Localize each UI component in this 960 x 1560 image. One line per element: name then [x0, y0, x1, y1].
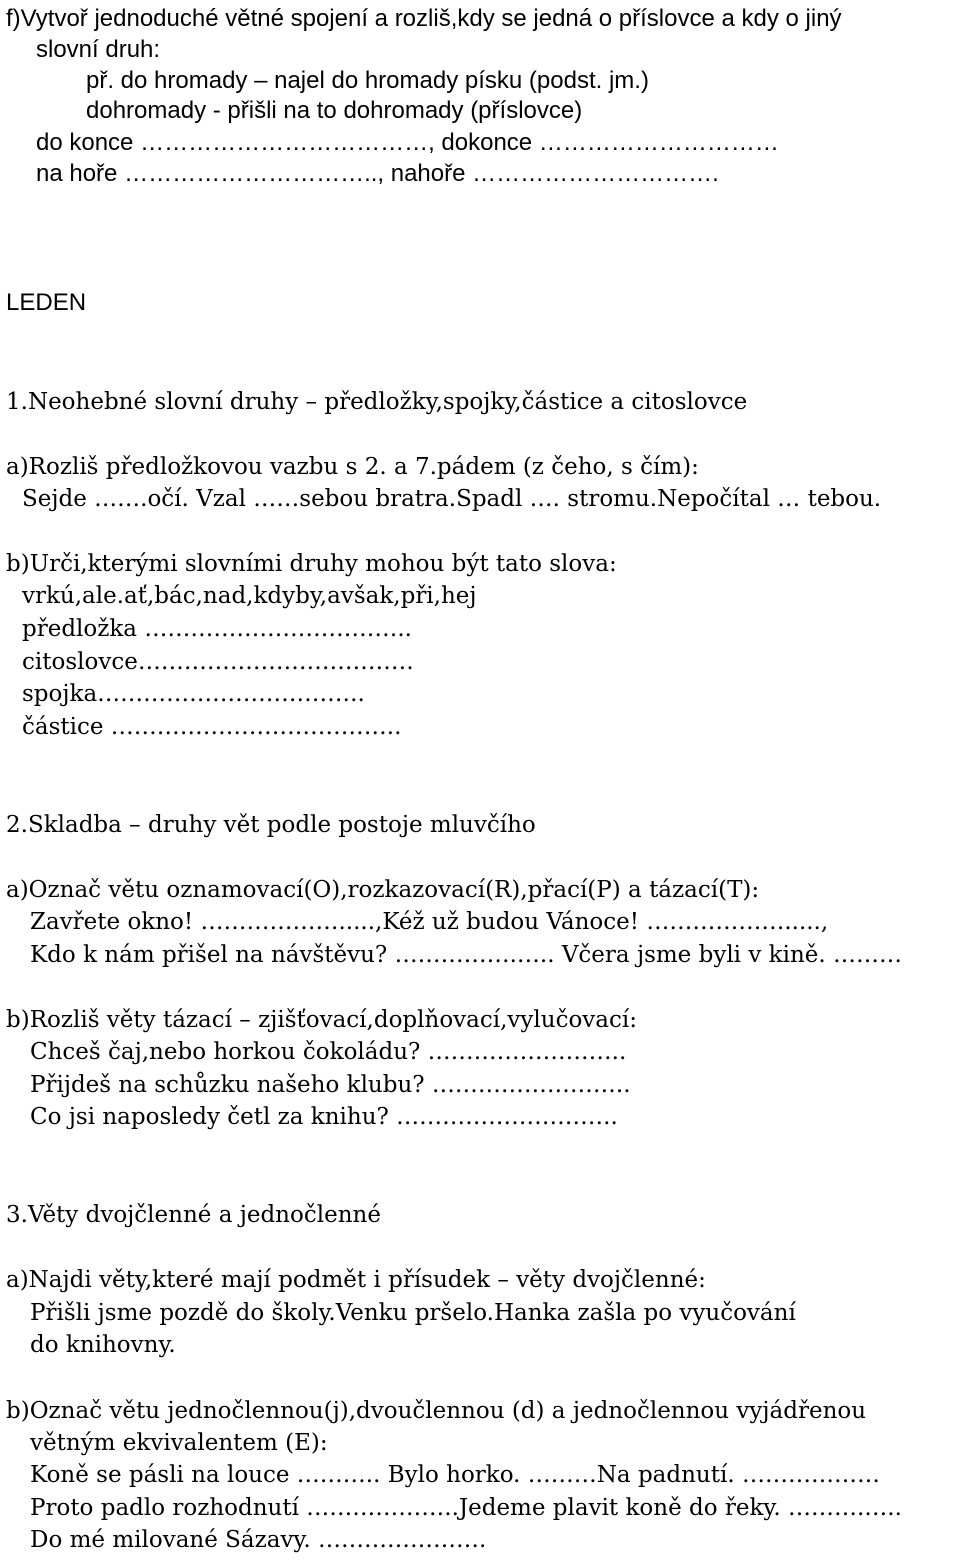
section-1b-item: částice ………………………………..	[22, 714, 402, 740]
section-1-title: 1.Neohebné slovní druhy – předložky,spojky,částice a citoslovce	[6, 389, 748, 415]
section-f-example-1: př. do hromady – najel do hromady písku (podst. jm.)	[86, 67, 649, 94]
section-2a-exercise-line: Kdo k nám přišel na návštěvu? …………….….. Včera jsme byli v kině. ………	[30, 942, 902, 968]
section-2b-exercise-line: Co jsi naposledy četl za knihu? ………………………..	[30, 1104, 618, 1130]
section-2b-label: b)Rozliš věty tázací – zjišťovací,doplňovací,vylučovací:	[6, 1007, 637, 1033]
section-f-heading-line2: slovní druh:	[36, 36, 161, 63]
section-3b-label-line1: b)Označ větu jednočlennou(j),dvoučlennou (d) a jednočlennou vyjádřenou	[6, 1398, 867, 1424]
section-1a-label: a)Rozliš předložkovou vazbu s 2. a 7.pádem (z čeho, s čím):	[6, 454, 699, 480]
section-1b-item: citoslovce………………………………	[22, 649, 414, 675]
section-1b-item: předložka ……………………………..	[22, 616, 412, 642]
section-3a-exercise-line: do knihovny.	[30, 1332, 176, 1358]
section-3b-exercise-line: Koně se pásli na louce ……….. Bylo horko. ………Na padnutí. ………………	[30, 1462, 880, 1488]
section-2b-exercise-line: Přijdeš na schůzku našeho klubu? ……………………..	[30, 1072, 631, 1098]
section-f-heading-line1: f)Vytvoř jednoduché větné spojení a rozliš,kdy se jedná o příslovce a kdy o jiný	[6, 5, 842, 32]
section-f-task-2: na hoře ………………………….., nahoře ………………………….	[36, 160, 719, 187]
section-1b-label: b)Urči,kterými slovními druhy mohou být tato slova:	[6, 551, 617, 577]
section-1a-exercise: Sejde …….očí. Vzal ……sebou bratra.Spadl …. stromu.Nepočítal … tebou.	[22, 486, 882, 512]
section-f-example-2: dohromady - přišli na to dohromady (příslovce)	[86, 97, 583, 124]
section-2a-label: a)Označ větu oznamovací(O),rozkazovací(R),přací(P) a tázací(T):	[6, 877, 760, 903]
section-2-title: 2.Skladba – druhy vět podle postoje mluvčího	[6, 812, 536, 838]
section-f-task-1: do konce ………………………………, dokonce …………………………	[36, 129, 779, 156]
section-2b-exercise-line: Chceš čaj,nebo horkou čokoládu? ……………………..	[30, 1039, 627, 1065]
section-1b-item: spojka……………………………..	[22, 681, 365, 707]
section-3b-exercise-line: Proto padlo rozhodnutí ………………..Jedeme plavit koně do řeky. ……….…..	[30, 1495, 902, 1521]
section-3-title: 3.Věty dvojčlenné a jednočlenné	[6, 1202, 381, 1228]
section-3a-label: a)Najdi věty,které mají podmět i přísudek – věty dvojčlenné:	[6, 1267, 706, 1293]
section-3b-exercise-line: Do mé milované Sázavy. ………………….	[30, 1527, 487, 1553]
section-3a-exercise-line: Přišli jsme pozdě do školy.Venku pršelo.Hanka zašla po vyučování	[30, 1300, 796, 1326]
month-heading: LEDEN	[6, 289, 87, 316]
section-2a-exercise-line: Zavřete okno! ……………….....,Kéž už budou Vánoce! ……………….....,	[30, 909, 829, 935]
section-1b-words: vrkú,ale.ať,bác,nad,kdyby,avšak,při,hej	[22, 583, 477, 609]
section-3b-label-line2: větným ekvivalentem (E):	[30, 1430, 328, 1456]
